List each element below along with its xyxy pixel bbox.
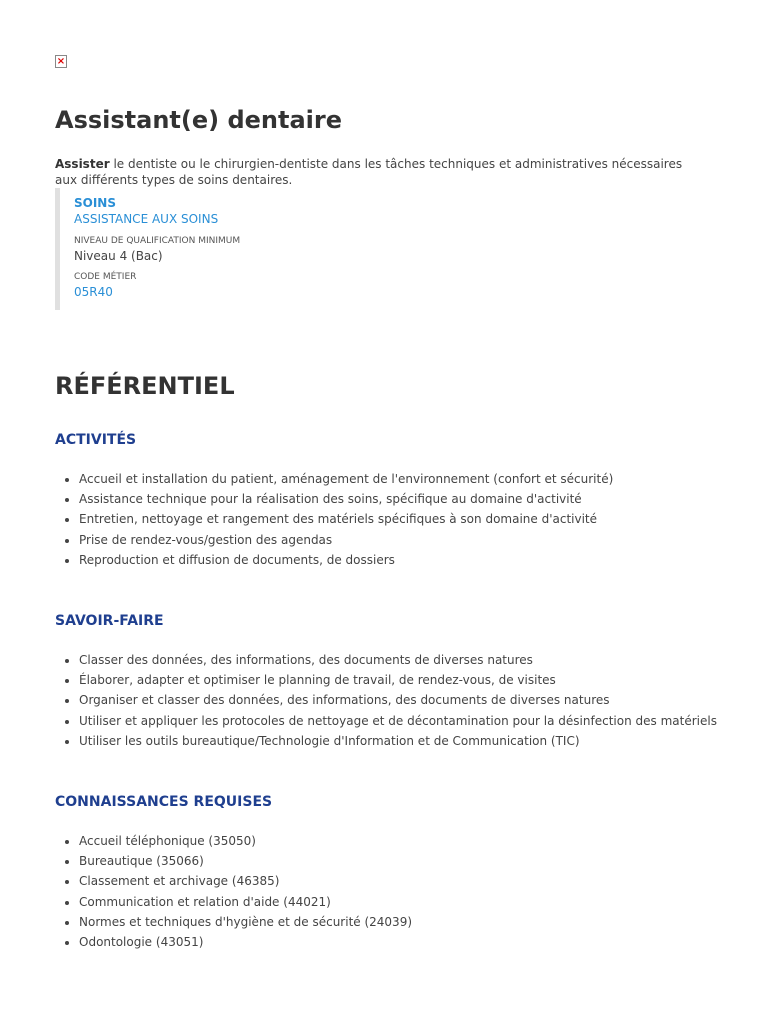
list-item: • Bureautique (35066)	[79, 851, 412, 871]
list-item: • Prise de rendez-vous/gestion des agendas	[79, 530, 613, 550]
list-item: • Utiliser les outils bureautique/Technologie d'Information et de Communication (TIC)	[79, 731, 717, 751]
job-description	[55, 156, 695, 188]
activites-list	[55, 469, 613, 570]
list-item: • Accueil téléphonique (35050)	[79, 831, 412, 851]
list-item: • Utiliser et appliquer les protocoles de nettoyage et de décontamination pour la désinfection des matériels	[79, 711, 717, 731]
list-item: • Assistance technique pour la réalisation des soins, spécifique au domaine d'activité	[79, 489, 613, 509]
connaissances-list	[55, 831, 412, 952]
domain-link[interactable]: SOINS	[74, 196, 116, 210]
savoir-faire-heading: SAVOIR-FAIRE	[55, 613, 164, 629]
list-item: • Élaborer, adapter et optimiser le planning de travail, de rendez-vous, de visites	[79, 670, 717, 690]
activites-heading: ACTIVITÉS	[55, 432, 137, 448]
description-text: le dentiste ou le chirurgien-dentiste dans les tâches techniques et administratives nécessaires aux différents types de soins dentaires.	[55, 157, 683, 187]
list-item: • Entretien, nettoyage et rangement des matériels spécifiques à son domaine d'activité	[79, 509, 613, 529]
connaissances-heading: CONNAISSANCES REQUISES	[55, 794, 273, 810]
page-title: Assistant(e) dentaire	[55, 106, 343, 134]
qualification-value: Niveau 4 (Bac)	[74, 249, 163, 263]
code-label: CODE MÉTIER	[74, 272, 137, 282]
list-item: • Reproduction et diffusion de documents, de dossiers	[79, 550, 613, 570]
list-item: • Classer des données, des informations, des documents de diverses natures	[79, 650, 717, 670]
list-item: • Organiser et classer des données, des informations, des documents de diverses natures	[79, 690, 717, 710]
subdomain-link[interactable]: ASSISTANCE AUX SOINS	[74, 212, 219, 226]
description-lead-verb: Assister	[55, 157, 110, 171]
list-item: • Classement et archivage (46385)	[79, 871, 412, 891]
list-item: • Odontologie (43051)	[79, 932, 412, 952]
savoir-faire-list	[55, 650, 717, 751]
referentiel-heading: RÉFÉRENTIEL	[55, 372, 235, 400]
job-metadata-panel	[55, 188, 355, 310]
qualification-label: NIVEAU DE QUALIFICATION MINIMUM	[74, 236, 241, 246]
list-item: • Accueil et installation du patient, aménagement de l'environnement (confort et sécurité)	[79, 469, 613, 489]
broken-image-icon: ×	[56, 56, 66, 67]
list-item: • Communication et relation d'aide (44021)	[79, 892, 412, 912]
list-item: • Normes et techniques d'hygiène et de sécurité (24039)	[79, 912, 412, 932]
code-value-link[interactable]: 05R40	[74, 285, 113, 299]
